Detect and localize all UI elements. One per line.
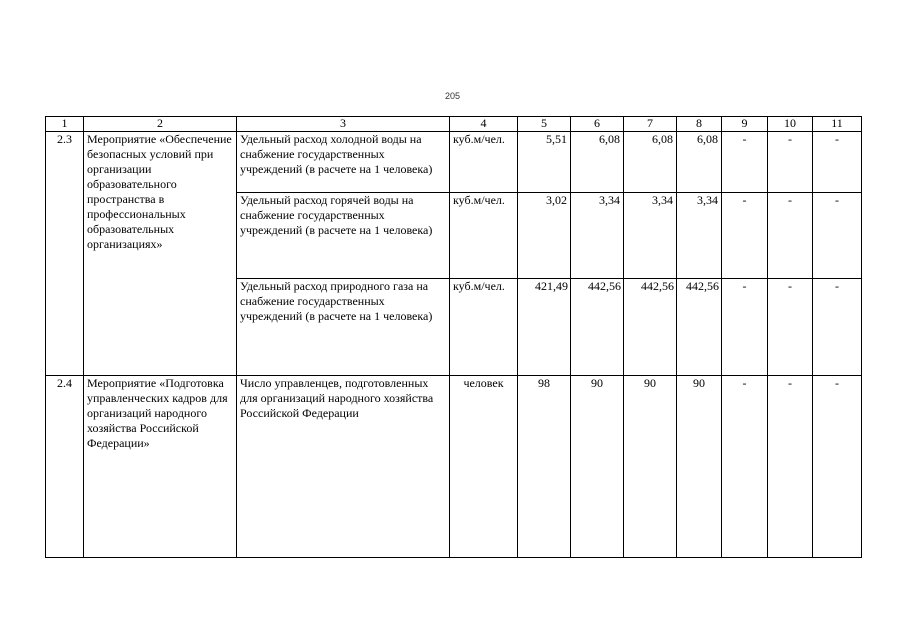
value-cell: 421,49 — [518, 279, 571, 376]
unit-cell: человек — [450, 376, 518, 558]
value-cell: 442,56 — [571, 279, 624, 376]
event-name: Мероприятие «Подготовка управленческих кадров для организаций народного хозяйства Российской Федерации» — [84, 376, 237, 558]
indicator-name: Удельный расход горячей воды на снабжение государственных учреждений (в расчете на 1 человека) — [237, 193, 450, 279]
header-cell: 8 — [677, 117, 722, 132]
value-cell: - — [768, 132, 813, 193]
value-cell: 442,56 — [624, 279, 677, 376]
value-cell: - — [722, 279, 768, 376]
unit-cell: куб.м/чел. — [450, 193, 518, 279]
value-cell: 6,08 — [677, 132, 722, 193]
header-cell: 7 — [624, 117, 677, 132]
item-number: 2.4 — [46, 376, 84, 558]
value-cell: 90 — [571, 376, 624, 558]
value-cell: 3,34 — [677, 193, 722, 279]
unit-cell: куб.м/чел. — [450, 279, 518, 376]
header-cell: 6 — [571, 117, 624, 132]
value-cell: 98 — [518, 376, 571, 558]
header-cell: 11 — [813, 117, 862, 132]
value-cell: - — [813, 279, 862, 376]
value-cell: 3,34 — [571, 193, 624, 279]
value-cell: - — [768, 376, 813, 558]
value-cell: - — [813, 132, 862, 193]
event-name: Мероприятие «Обеспечение безопасных условий при организации образовательного пространства в профессиональных образовательных организациях» — [84, 132, 237, 376]
value-cell: - — [813, 376, 862, 558]
table-row — [46, 376, 862, 558]
value-cell: 6,08 — [624, 132, 677, 193]
indicator-name: Число управленцев, подготовленных для организаций народного хозяйства Российской Федерации — [237, 376, 450, 558]
header-cell: 10 — [768, 117, 813, 132]
indicators-table — [45, 116, 862, 558]
value-cell: 90 — [677, 376, 722, 558]
header-cell: 4 — [450, 117, 518, 132]
indicator-name: Удельный расход холодной воды на снабжение государственных учреждений (в расчете на 1 человека) — [237, 132, 450, 193]
header-cell: 2 — [84, 117, 237, 132]
value-cell: 3,02 — [518, 193, 571, 279]
value-cell: - — [722, 132, 768, 193]
unit-cell: куб.м/чел. — [450, 132, 518, 193]
item-number: 2.3 — [46, 132, 84, 376]
value-cell: 6,08 — [571, 132, 624, 193]
value-cell: 442,56 — [677, 279, 722, 376]
page-number: 205 — [444, 91, 461, 101]
header-cell: 5 — [518, 117, 571, 132]
value-cell: - — [768, 279, 813, 376]
table-row — [46, 132, 862, 193]
header-cell: 9 — [722, 117, 768, 132]
value-cell: - — [722, 193, 768, 279]
value-cell: 3,34 — [624, 193, 677, 279]
value-cell: - — [722, 376, 768, 558]
value-cell: 5,51 — [518, 132, 571, 193]
value-cell: - — [813, 193, 862, 279]
header-row — [46, 117, 862, 132]
header-cell: 1 — [46, 117, 84, 132]
indicator-name: Удельный расход природного газа на снабжение государственных учреждений (в расчете на 1 человека) — [237, 279, 450, 376]
value-cell: 90 — [624, 376, 677, 558]
value-cell: - — [768, 193, 813, 279]
header-cell: 3 — [237, 117, 450, 132]
